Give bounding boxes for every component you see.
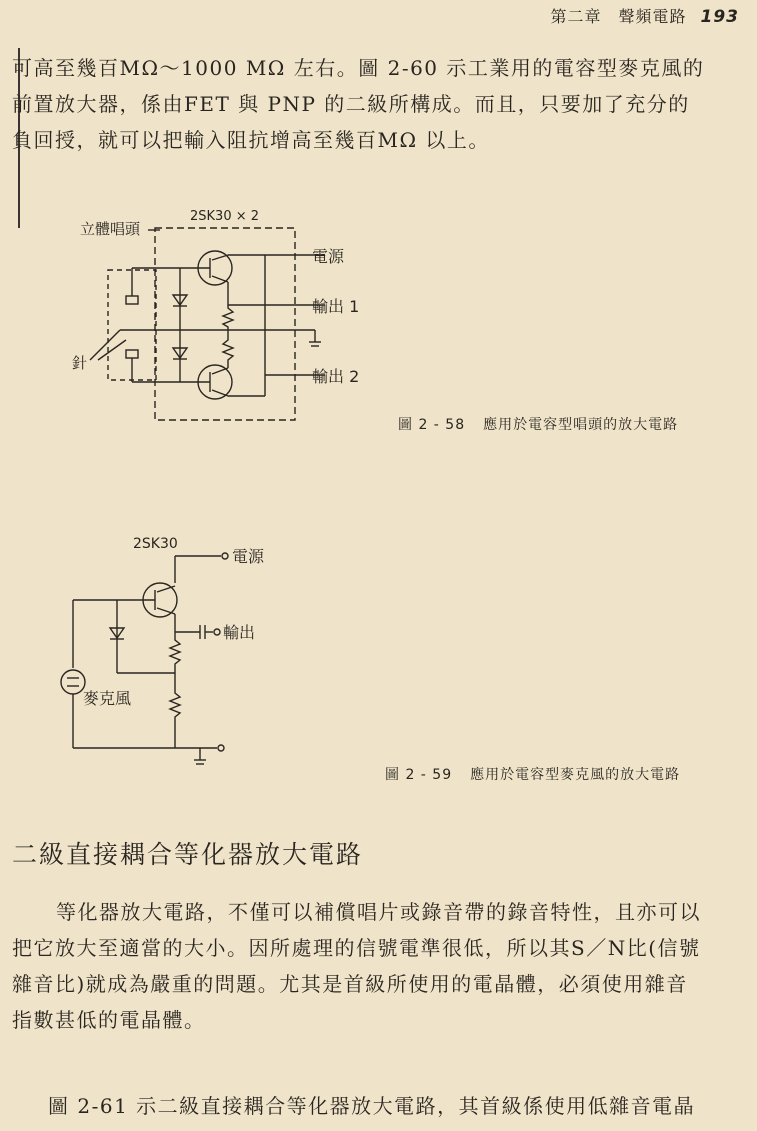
paragraph-equalizer [12, 894, 743, 1038]
text-line: 指數甚低的電晶體。 [12, 1008, 206, 1032]
figure-59-circuit [55, 528, 295, 778]
fig58-output1-label: 輸出 1 [312, 297, 360, 316]
caption-text: 應用於電容型唱頭的放大電路 [483, 417, 679, 433]
fig58-output2-label: 輸出 2 [312, 367, 360, 386]
text-line: 負回授，就可以把輸入阻抗增高至幾百MΩ 以上。 [12, 128, 490, 152]
fig59-power-label: 電源 [232, 547, 265, 566]
text-line: 圖 2-61 示二級直接耦合等化器放大電路，其首級係使用低雜音電晶 [48, 1094, 696, 1118]
text-line: 雜音比)就成為嚴重的問題。尤其是首級所使用的電晶體，必須使用雜音 [12, 972, 688, 996]
fig58-input-label: 立體唱頭 [80, 220, 141, 238]
paragraph-figure-61 [12, 1088, 743, 1124]
text-line: 前置放大器，係由FET 與 PNP 的二級所構成。而且，只要加了充分的 [12, 92, 690, 116]
fig59-output-label: 輸出 [223, 623, 256, 642]
chapter-title: 第二章 聲頻電路 [550, 7, 687, 26]
page-number: 193 [700, 7, 739, 27]
text-line: 等化器放大電路，不僅可以補償唱片或錄音帶的錄音特性，且亦可以 [56, 900, 701, 924]
fig58-device-label: 2SK30 × 2 [190, 209, 260, 224]
fig58-needle-label: 針 [72, 354, 88, 372]
caption-number: 圖 2 - 59 [385, 767, 453, 783]
running-header [550, 4, 739, 27]
fig59-device-label: 2SK30 [133, 536, 178, 552]
figure-58-caption [398, 414, 678, 434]
figure-59-caption [385, 764, 680, 784]
text-line: 可高至幾百MΩ～1000 MΩ 左右。圖 2-60 示工業用的電容型麥克風的 [12, 56, 705, 80]
fig58-power-label: 電源 [312, 247, 345, 266]
paragraph-intro [12, 50, 743, 158]
figure-58-circuit [60, 200, 380, 430]
section-heading: 二級直接耦合等化器放大電路 [12, 840, 364, 869]
fig59-mic-label: 麥克風 [83, 689, 132, 708]
caption-number: 圖 2 - 58 [398, 417, 466, 433]
text-line: 把它放大至適當的大小。因所處理的信號電準很低，所以其S／N比(信號 [12, 936, 701, 960]
caption-text: 應用於電容型麥克風的放大電路 [470, 767, 681, 783]
